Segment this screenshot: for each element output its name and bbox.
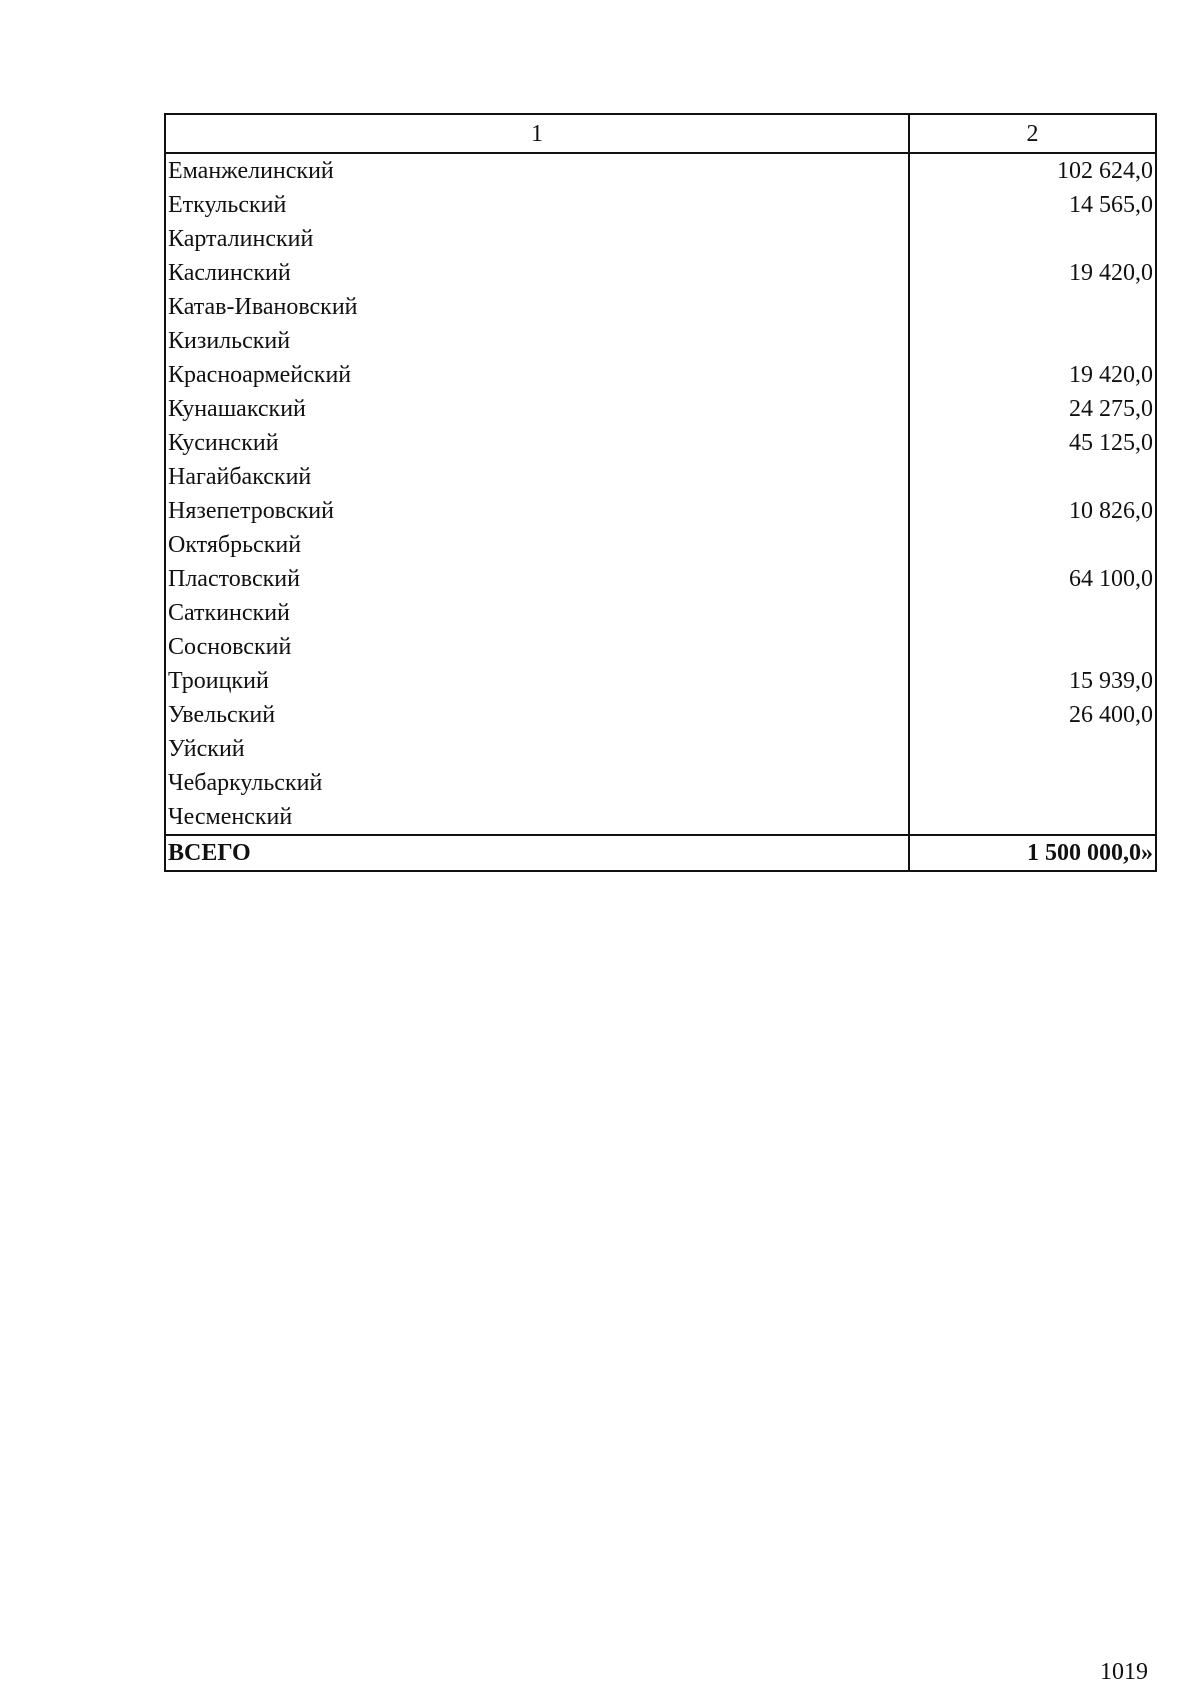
budget-table — [164, 113, 1157, 872]
total-row — [165, 835, 1156, 871]
district-amount: 45 125,0 — [909, 426, 1156, 460]
district-amount: 24 275,0 — [909, 392, 1156, 426]
column-header-1: 1 — [165, 114, 909, 153]
district-name: Каслинский — [165, 256, 909, 290]
table-row — [165, 698, 1156, 732]
district-amount: 15 939,0 — [909, 664, 1156, 698]
district-name: Карталинский — [165, 222, 909, 256]
table-row — [165, 426, 1156, 460]
district-amount: 26 400,0 — [909, 698, 1156, 732]
total-label: ВСЕГО — [165, 835, 909, 871]
district-name: Кунашакский — [165, 392, 909, 426]
district-name: Нязепетровский — [165, 494, 909, 528]
table-row — [165, 528, 1156, 562]
district-amount: 10 826,0 — [909, 494, 1156, 528]
table-row — [165, 562, 1156, 596]
table-row — [165, 766, 1156, 800]
table-row — [165, 800, 1156, 835]
table-row — [165, 732, 1156, 766]
table-row — [165, 324, 1156, 358]
district-name: Кизильский — [165, 324, 909, 358]
column-header-2: 2 — [909, 114, 1156, 153]
table-row — [165, 358, 1156, 392]
table-row — [165, 494, 1156, 528]
district-name: Октябрьский — [165, 528, 909, 562]
district-name: Катав-Ивановский — [165, 290, 909, 324]
district-amount — [909, 324, 1156, 358]
district-name: Чесменский — [165, 800, 909, 835]
header-row — [165, 114, 1156, 153]
district-amount — [909, 732, 1156, 766]
table-row — [165, 188, 1156, 222]
table-row — [165, 630, 1156, 664]
district-name: Нагайбакский — [165, 460, 909, 494]
district-amount — [909, 460, 1156, 494]
table-row — [165, 664, 1156, 698]
table-row — [165, 256, 1156, 290]
table-row — [165, 290, 1156, 324]
district-amount — [909, 528, 1156, 562]
district-name: Еткульский — [165, 188, 909, 222]
table-row — [165, 222, 1156, 256]
table-row — [165, 596, 1156, 630]
district-amount — [909, 290, 1156, 324]
district-amount: 19 420,0 — [909, 358, 1156, 392]
district-name: Саткинский — [165, 596, 909, 630]
district-amount — [909, 596, 1156, 630]
table-row — [165, 392, 1156, 426]
district-name: Кусинский — [165, 426, 909, 460]
district-name: Еманжелинский — [165, 153, 909, 188]
district-amount — [909, 222, 1156, 256]
district-amount: 102 624,0 — [909, 153, 1156, 188]
district-name: Пластовский — [165, 562, 909, 596]
district-amount: 14 565,0 — [909, 188, 1156, 222]
district-amount — [909, 800, 1156, 835]
district-name: Троицкий — [165, 664, 909, 698]
district-amount — [909, 630, 1156, 664]
district-amount: 64 100,0 — [909, 562, 1156, 596]
total-value: 1 500 000,0» — [909, 835, 1156, 871]
district-name: Красноармейский — [165, 358, 909, 392]
table-body — [165, 153, 1156, 835]
district-amount: 19 420,0 — [909, 256, 1156, 290]
district-amount — [909, 766, 1156, 800]
page-number: 1019 — [1100, 1659, 1148, 1685]
district-name: Сосновский — [165, 630, 909, 664]
district-name: Уйский — [165, 732, 909, 766]
district-name: Чебаркульский — [165, 766, 909, 800]
table-row — [165, 153, 1156, 188]
district-name: Увельский — [165, 698, 909, 732]
table-row — [165, 460, 1156, 494]
